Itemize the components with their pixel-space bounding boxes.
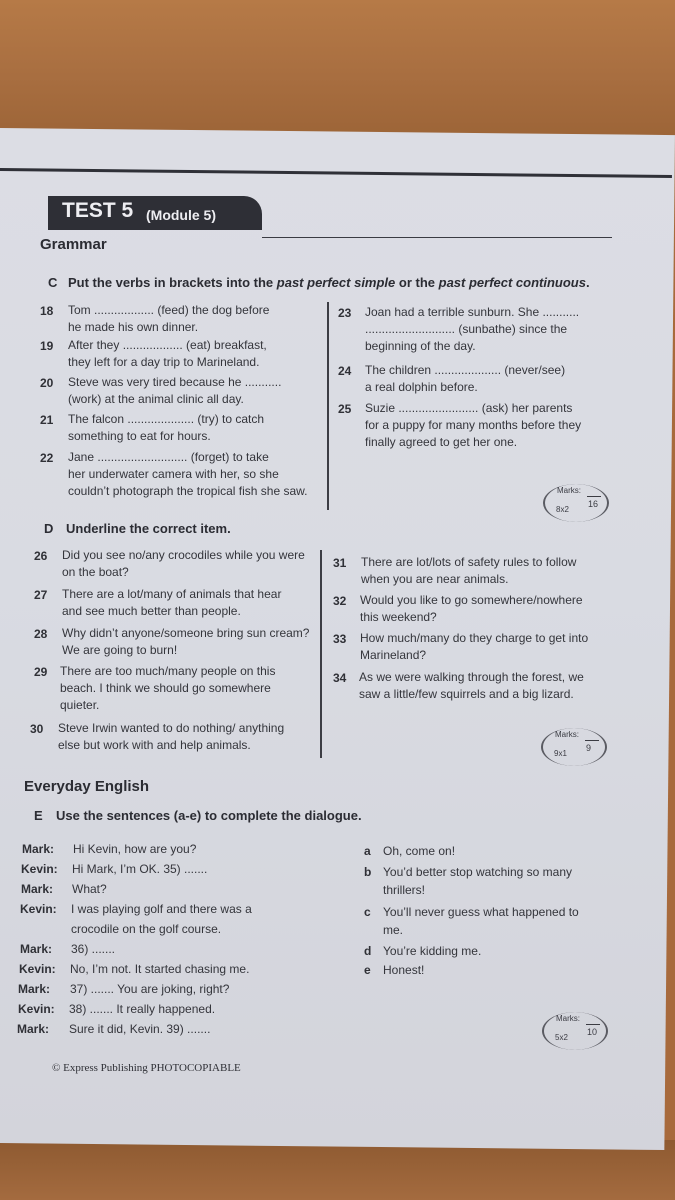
- option-text: Honest!: [383, 963, 425, 977]
- column-divider-c: [327, 302, 329, 510]
- question-number: 30: [30, 722, 44, 736]
- question-text: when you are near animals.: [361, 572, 509, 586]
- question-number: 34: [333, 671, 347, 685]
- question-text: Did you see no/any crocodiles while you were: [62, 548, 305, 562]
- question-text: Would you like to go somewhere/nowhere: [360, 593, 583, 607]
- question-number: 23: [338, 306, 352, 320]
- marks-count: 5x2: [555, 1033, 568, 1042]
- question-text: The children .................... (never/see): [365, 363, 566, 377]
- question-number: 32: [333, 594, 347, 608]
- dialogue-line: 37) ....... You are joking, right?: [70, 982, 230, 996]
- question-text: something to eat for hours.: [68, 429, 211, 443]
- dialogue-line: No, I’m not. It started chasing me.: [70, 962, 250, 976]
- test-subtitle: (Module 5): [146, 207, 216, 223]
- speaker-name: Mark:: [22, 842, 55, 856]
- question-number: 21: [40, 413, 54, 427]
- question-text: ........................... (sunbathe) since the: [365, 322, 568, 336]
- speaker-name: Kevin:: [20, 902, 57, 916]
- section-c-letter: C: [48, 275, 58, 290]
- grammar-heading: Grammar: [40, 236, 107, 253]
- marks-blank: [587, 496, 601, 497]
- section-e-letter: E: [34, 808, 43, 823]
- marks-total: 9: [586, 743, 592, 753]
- desk-surface-top: [0, 0, 675, 140]
- option-text: Oh, come on!: [383, 844, 456, 858]
- question-text: couldn’t photograph the tropical fish she saw.: [68, 484, 308, 498]
- question-text: beginning of the day.: [365, 339, 476, 353]
- question-text: We are going to burn!: [62, 643, 178, 657]
- option-text: You’re kidding me.: [383, 944, 482, 958]
- question-text: Marineland?: [360, 648, 427, 662]
- question-number: 27: [34, 588, 48, 602]
- question-number: 28: [34, 627, 48, 641]
- speaker-name: Kevin:: [18, 1002, 55, 1016]
- question-text: Steve was very tired because he ...........: [68, 375, 282, 389]
- option-text: You’ll never guess what happened to: [383, 905, 579, 919]
- question-number: 33: [333, 632, 347, 646]
- section-d-instruction: Underline the correct item.: [66, 521, 231, 536]
- marks-total: 10: [587, 1027, 598, 1037]
- question-text: The falcon .................... (try) to catch: [68, 412, 265, 426]
- instr-italic: past perfect continuous: [438, 275, 586, 290]
- option-text: me.: [383, 923, 404, 937]
- question-text: on the boat?: [62, 565, 129, 579]
- question-text: her underwater camera with her, so she: [68, 467, 279, 481]
- option-letter: e: [364, 963, 371, 977]
- question-text: Suzie ........................ (ask) her parents: [365, 401, 573, 415]
- question-number: 25: [338, 402, 352, 416]
- question-text: There are lot/lots of safety rules to follow: [361, 555, 577, 569]
- marks-d: [541, 728, 607, 766]
- option-letter: a: [364, 844, 371, 858]
- marks-count: 9x1: [554, 749, 567, 758]
- dialogue-line: 36) .......: [71, 942, 116, 956]
- dialogue-line: Sure it did, Kevin. 39) .......: [69, 1022, 211, 1036]
- question-text: (work) at the animal clinic all day.: [68, 392, 244, 406]
- question-number: 29: [34, 665, 48, 679]
- dialogue-line: Hi Mark, I’m OK. 35) .......: [72, 862, 208, 876]
- test-title: TEST 5: [62, 199, 134, 222]
- marks-blank: [585, 740, 599, 741]
- section-e-instruction: Use the sentences (a-e) to complete the dialogue.: [56, 808, 362, 823]
- speaker-name: Mark:: [17, 1022, 50, 1036]
- section-c-instruction: [68, 275, 590, 290]
- dialogue-line: 38) ....... It really happened.: [69, 1002, 216, 1016]
- marks-label: Marks:: [557, 486, 581, 495]
- question-text: beach. I think we should go somewhere: [60, 681, 271, 695]
- marks-count: 8x2: [556, 505, 569, 514]
- dialogue-line: What?: [72, 882, 107, 896]
- question-text: finally agreed to get her one.: [365, 435, 518, 449]
- option-letter: d: [364, 944, 372, 958]
- marks-blank: [586, 1024, 600, 1025]
- speaker-name: Kevin:: [19, 962, 56, 976]
- question-number: 26: [34, 549, 48, 563]
- dialogue-line: Hi Kevin, how are you?: [73, 842, 197, 856]
- question-text: he made his own dinner.: [68, 320, 199, 334]
- section-d-letter: D: [44, 521, 54, 536]
- speaker-name: Kevin:: [21, 862, 58, 876]
- question-text: saw a little/few squirrels and a big lizard.: [359, 687, 574, 701]
- question-text: they left for a day trip to Marineland.: [68, 355, 260, 369]
- question-number: 22: [40, 451, 54, 465]
- option-text: You’d better stop watching so many: [383, 865, 573, 879]
- speaker-name: Mark:: [18, 982, 51, 996]
- question-number: 24: [338, 364, 352, 378]
- question-text: As we were walking through the forest, we: [359, 670, 584, 684]
- question-text: After they .................. (eat) breakfast,: [68, 338, 267, 352]
- instr-italic: past perfect simple: [276, 275, 396, 290]
- everyday-english-heading: Everyday English: [24, 778, 150, 795]
- question-text: and see much better than people.: [62, 604, 241, 618]
- question-number: 31: [333, 556, 347, 570]
- marks-e: [542, 1012, 608, 1050]
- question-number: 19: [40, 339, 54, 353]
- dialogue-line: I was playing golf and there was a: [71, 902, 252, 916]
- option-letter: b: [364, 865, 372, 879]
- question-text: a real dolphin before.: [365, 380, 478, 394]
- copyright-footer: © Express Publishing PHOTOCOPIABLE: [52, 1062, 241, 1074]
- question-number: 20: [40, 376, 54, 390]
- speaker-name: Mark:: [21, 882, 54, 896]
- question-text: quieter.: [60, 698, 100, 712]
- question-text: Joan had a terrible sunburn. She ...........: [365, 305, 580, 319]
- question-text: How much/many do they charge to get into: [360, 631, 589, 645]
- question-text: Jane ........................... (forget) to take: [68, 450, 269, 464]
- question-text: There are a lot/many of animals that hear: [62, 587, 282, 601]
- speaker-name: Mark:: [20, 942, 53, 956]
- instr-text: or the: [395, 275, 439, 290]
- question-text: Steve Irwin wanted to do nothing/ anything: [58, 721, 285, 735]
- marks-label: Marks:: [556, 1014, 580, 1023]
- marks-label: Marks:: [555, 730, 579, 739]
- question-text: Tom .................. (feed) the dog before: [68, 303, 270, 317]
- question-text: for a puppy for many months before they: [365, 418, 582, 432]
- option-text: thrillers!: [383, 883, 426, 897]
- marks-c: [543, 484, 609, 522]
- banner-rule: [262, 237, 612, 238]
- marks-total: 16: [588, 499, 599, 509]
- question-text: else but work with and help animals.: [58, 738, 251, 752]
- instr-text: .: [585, 275, 590, 290]
- option-letter: c: [364, 905, 371, 919]
- instr-text: Put the verbs in brackets into the: [68, 275, 277, 290]
- question-text: Why didn’t anyone/someone bring sun cream?: [62, 626, 310, 640]
- question-text: There are too much/many people on this: [60, 664, 276, 678]
- question-number: 18: [40, 304, 54, 318]
- dialogue-line: crocodile on the golf course.: [71, 922, 222, 936]
- question-text: this weekend?: [360, 610, 437, 624]
- column-divider-d: [320, 550, 322, 758]
